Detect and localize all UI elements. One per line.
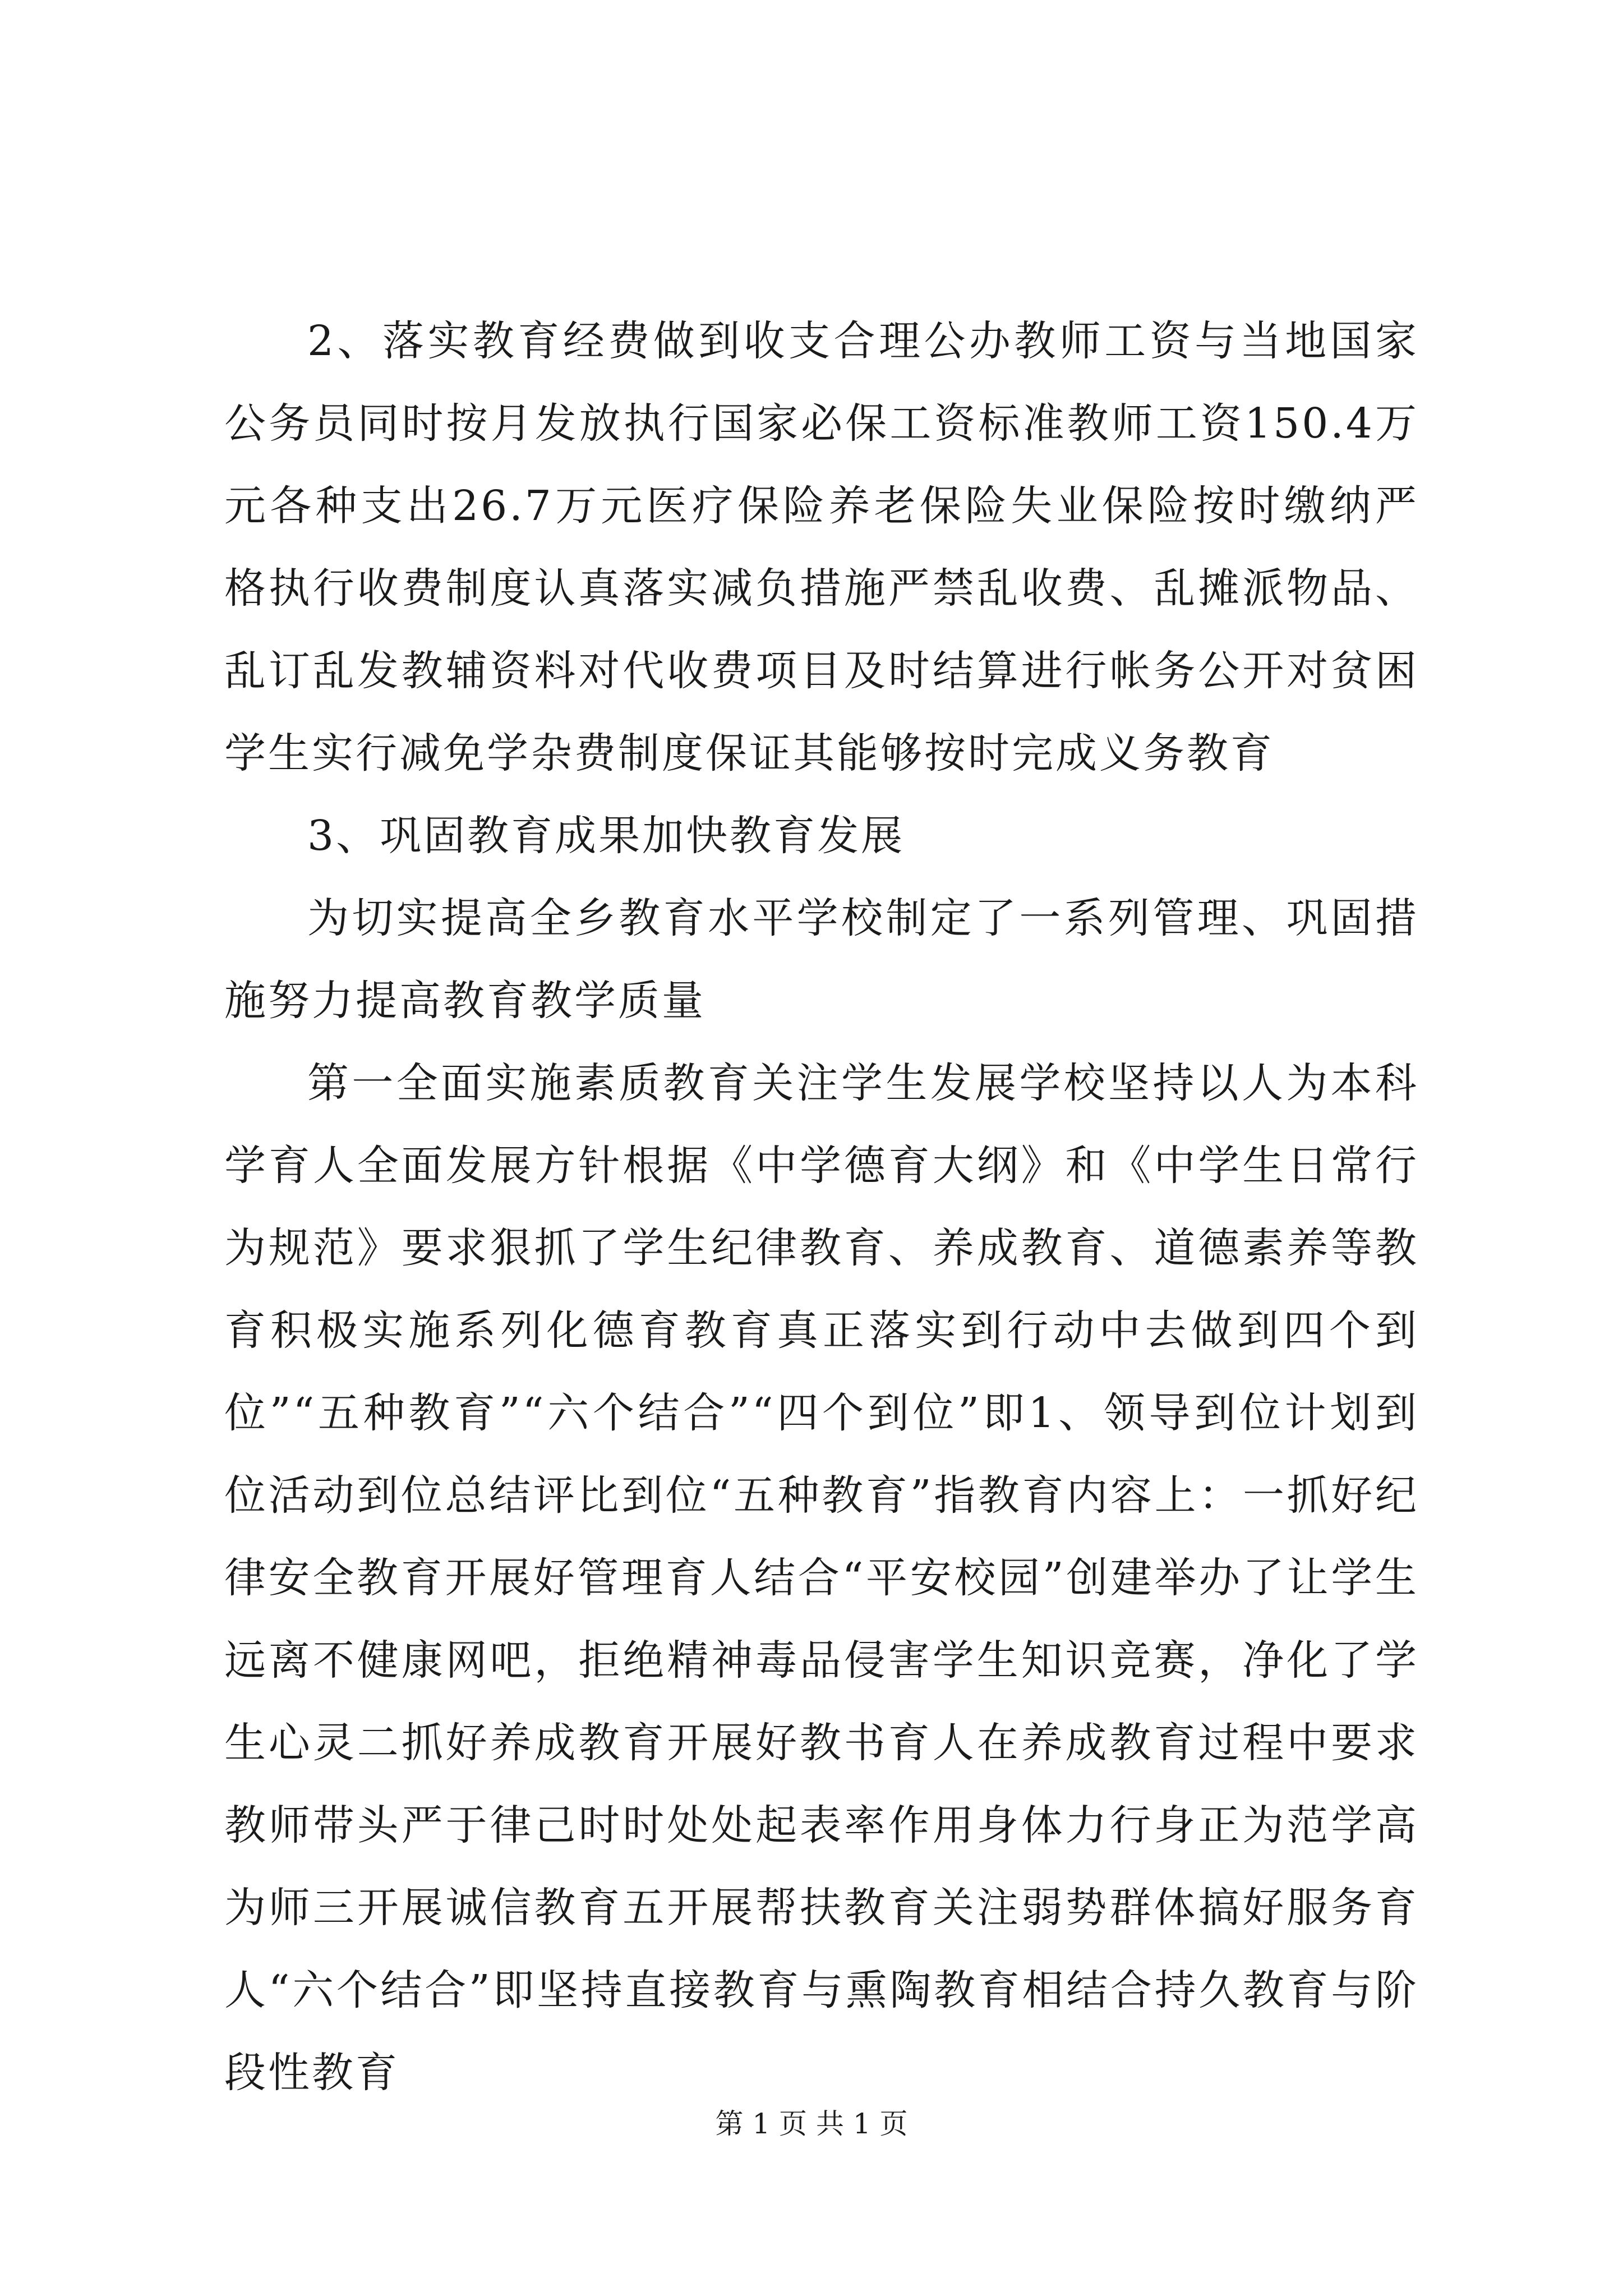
paragraph-heading-consolidate: 3、巩固教育成果加快教育发展 [307, 812, 905, 860]
paragraph-funding: 2、落实教育经费做到收支合理公办教师工资与当地国家公务员同时按月发放执行国家必保工资标准教师工资150.4万元各种支出26.7万元医疗保险养老保险失业保险按时缴纳严格执行收费制度认真落实减负措施严禁乱收费、乱摊派物品、乱订乱发教辅资料对代收费项目及时结算进行帐务公开对贫困学生实行减免学杂费制度保证其能够按时完成义务教育 [224, 317, 1419, 777]
paragraph-measures: 为切实提高全乡教育水平学校制定了一系列管理、巩固措施努力提高教育教学质量 [224, 894, 1419, 1025]
page-footer: 第 1 页 共 1 页 [715, 2108, 908, 2140]
paragraph-quality-education: 第一全面实施素质教育关注学生发展学校坚持以人为本科学育人全面发展方针根据《中学德育大纲》和《中学生日常行为规范》要求狠抓了学生纪律教育、养成教育、道德素养等教育积极实施系列化德育教育真正落实到行动中去做到四个到位”“五种教育”“六个结合”“四个到位”即1、领导到位计划到位活动到位总结评比到位“五种教育”指教育内容上：一抓好纪律安全教育开展好管理育人结合“平安校园”创建举办了让学生远离不健康网吧，拒绝精神毒品侵害学生知识竞赛，净化了学生心灵二抓好养成教育开展好教书育人在养成教育过程中要求教师带头严于律己时时处处起表率作用身体力行身正为范学高为师三开展诚信教育五开展帮扶教育关注弱势群体搞好服务育人“六个结合”即坚持直接教育与熏陶教育相结合持久教育与阶段性教育 [224, 1059, 1419, 2097]
document-body [224, 300, 1419, 2114]
